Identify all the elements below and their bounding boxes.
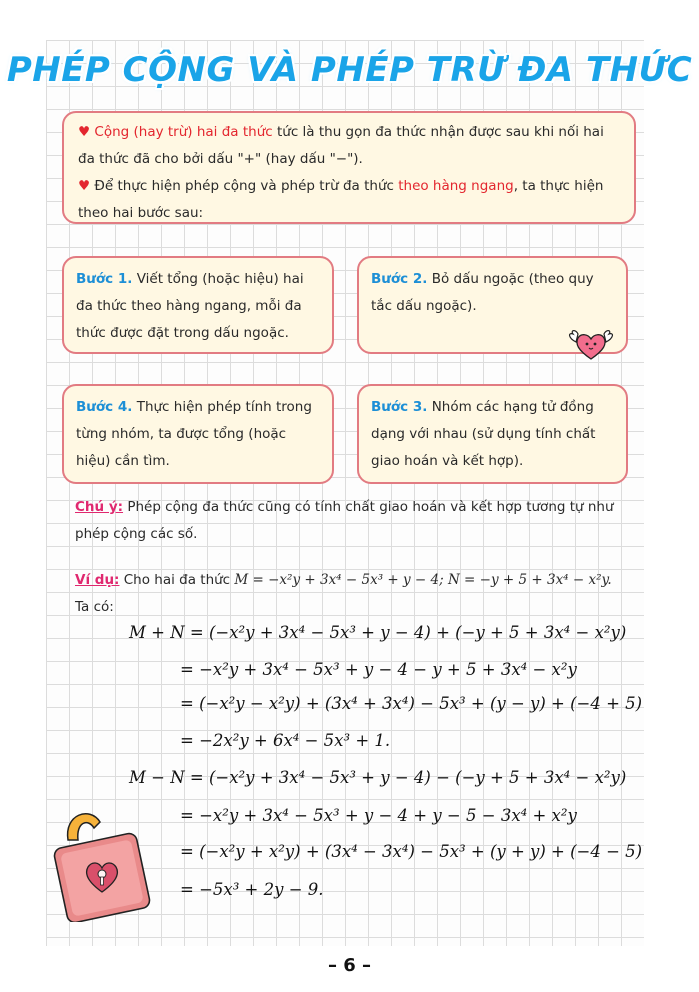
intro-paragraph-2 <box>78 173 620 227</box>
step-3-text: Nhóm các hạng tử đồng dạng với nhau (sử dụng tính chất giao hoán và kết hợp). <box>371 399 596 469</box>
note-label: Chú ý: <box>75 499 124 515</box>
math-line-1: M + N = (−x²y + 3x⁴ − 5x³ + y − 4) + (−y + 5 + 3x⁴ − x²y) <box>129 623 627 642</box>
page-title: PHÉP CỘNG VÀ PHÉP TRỪ ĐA THỨC <box>6 50 693 90</box>
math-line-8: = −5x³ + 2y − 9. <box>180 880 324 899</box>
intro-text-3: , ta thực hiện theo hai bước sau: <box>78 178 604 221</box>
ta-co-text: Ta có: <box>75 599 114 615</box>
heart-bullet-icon: ♥ <box>78 178 91 194</box>
step-4-box <box>62 384 334 484</box>
math-line-5: M − N = (−x²y + 3x⁴ − 5x³ + y − 4) − (−y + 5 + 3x⁴ − x²y) <box>129 768 627 787</box>
polynomial-m-definition: M = −x²y + 3x⁴ − 5x³ + y − 4; <box>234 572 444 588</box>
intro-text-1: tức là thu gọn đa thức nhận được sau khi nối hai đa thức đã cho bởi dấu "+" (hay dấu "−"). <box>78 124 604 167</box>
step-4-text: Thực hiện phép tính trong từng nhóm, ta được tổng (hoặc hiệu) cần tìm. <box>76 399 312 469</box>
step-2-label: Bước 2. <box>371 271 428 287</box>
polynomial-n-definition: N = −y + 5 + 3x⁴ − x²y. <box>447 572 612 588</box>
heart-bullet-icon: ♥ <box>78 124 91 140</box>
heart-wings-icon <box>566 328 616 362</box>
step-4-label: Bước 4. <box>76 399 133 415</box>
math-line-2: = −x²y + 3x⁴ − 5x³ + y − 4 − y + 5 + 3x⁴ − x²y <box>180 660 577 679</box>
intro-box <box>62 111 636 224</box>
step-3-box <box>357 384 628 484</box>
intro-paragraph-1 <box>78 119 620 173</box>
step-1-text: Viết tổng (hoặc hiệu) hai đa thức theo hàng ngang, mỗi đa thức được đặt trong dấu ngoặc. <box>76 271 304 341</box>
example-intro-text: Cho hai đa thức <box>119 572 235 588</box>
padlock-heart-icon <box>50 800 154 922</box>
step-1-box <box>62 256 334 354</box>
intro-highlight-2: theo hàng ngang <box>398 178 514 194</box>
example-label: Ví dụ: <box>75 572 120 588</box>
example-intro <box>75 567 645 594</box>
math-line-4: = −2x²y + 6x⁴ − 5x³ + 1. <box>180 731 391 750</box>
note-paragraph <box>75 494 635 548</box>
step-3-label: Bước 3. <box>371 399 428 415</box>
step-1-label: Bước 1. <box>76 271 133 287</box>
step-2-text: Bỏ dấu ngoặc (theo quy tắc dấu ngoặc). <box>371 271 594 314</box>
math-line-6: = −x²y + 3x⁴ − 5x³ + y − 4 + y − 5 − 3x⁴ + x²y <box>180 806 577 825</box>
page-number: – 6 – <box>327 955 372 976</box>
intro-highlight-1: Cộng (hay trừ) hai đa thức <box>94 124 273 140</box>
math-line-3: = (−x²y − x²y) + (3x⁴ + 3x⁴) − 5x³ + (y − y) + (−4 + 5) <box>180 694 643 713</box>
intro-text-2: Để thực hiện phép cộng và phép trừ đa thức <box>90 178 399 194</box>
note-text: Phép cộng đa thức cũng có tính chất giao hoán và kết hợp tương tự như phép cộng các số. <box>75 499 614 542</box>
math-line-7: = (−x²y + x²y) + (3x⁴ − 3x⁴) − 5x³ + (y + y) + (−4 − 5) <box>180 842 643 861</box>
